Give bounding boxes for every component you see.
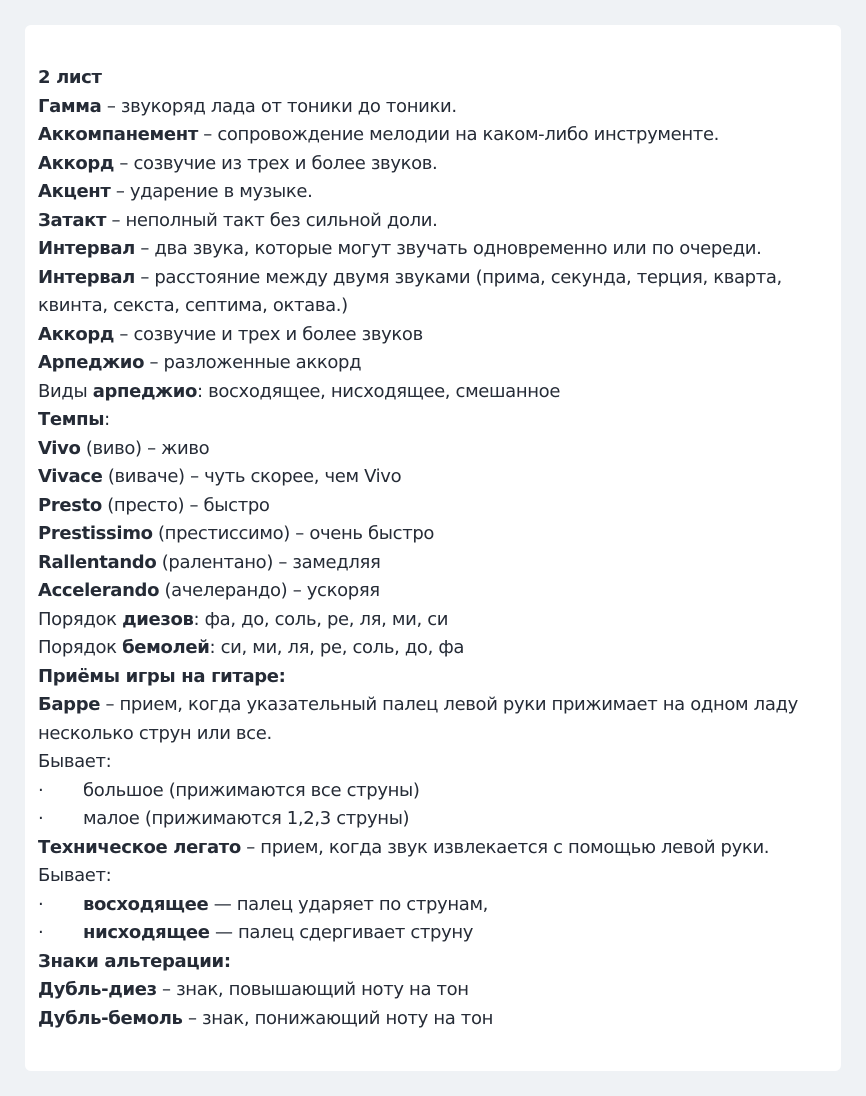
sheet-title: 2 лист: [38, 67, 102, 88]
term-line: Гамма – звукоряд лада от тоники до тоники.: [38, 95, 457, 117]
term-line: Аккорд – созвучие из трех и более звуков.: [38, 152, 438, 174]
order-line: Порядок диезов: фа, до, соль, ре, ля, ми, си: [38, 608, 449, 630]
document-card: [25, 25, 841, 1071]
term-line: Дубль-диез – знак, повышающий ноту на тон: [38, 979, 469, 1000]
text-line: Бывает:: [38, 751, 112, 772]
tempo-line: Prestissimo (престиссимо) – очень быстро: [38, 523, 435, 544]
term-line: Виды арпеджио: восходящее, нисходящее, смешанное: [38, 380, 561, 402]
term-line: Техническое легато – прием, когда звук извлекается с помощью левой руки.: [38, 836, 770, 858]
bullet-marker: ·: [38, 922, 44, 943]
bullet-item: · большое (прижимаются все струны): [38, 777, 828, 806]
term-line: Акцент – ударение в музыке.: [38, 181, 313, 202]
document-body: [38, 64, 828, 1033]
section-heading: Знаки альтерации:: [38, 950, 231, 972]
bullet-marker: ·: [38, 808, 44, 829]
term-line: Аккорд – созвучие и трех и более звуков: [38, 323, 423, 345]
tempo-line: Vivace (виваче) – чуть скорее, чем Vivo: [38, 466, 402, 487]
term-line: Дубль-бемоль – знак, понижающий ноту на тон: [38, 1007, 494, 1029]
tempo-line: Presto (престо) – быстро: [38, 494, 270, 516]
text-line: Бывает:: [38, 865, 112, 886]
order-line: Порядок бемолей: си, ми, ля, ре, соль, до, фа: [38, 637, 465, 658]
term-line: Затакт – неполный такт без сильной доли.: [38, 209, 438, 231]
tempo-line: Vivo (виво) – живо: [38, 437, 210, 459]
term-line: Барре – прием, когда указательный палец левой руки прижимает на одном ладу несколько струн или все.: [38, 694, 798, 744]
tempo-line: Rallentando (ралентано) – замедляя: [38, 551, 381, 573]
term-line: Интервал – два звука, которые могут звучать одновременно или по очереди.: [38, 238, 762, 259]
bullet-item: · нисходящее — палец сдергивает струну: [38, 919, 828, 948]
section-heading: Темпы:: [38, 409, 110, 430]
term-line: Интервал – расстояние между двумя звуками (прима, секунда, терция, кварта, квинта, секста, септима, октава.): [38, 266, 782, 316]
term-line: Арпеджио – разложенные аккорд: [38, 352, 362, 373]
section-heading: Приёмы игры на гитаре:: [38, 665, 286, 687]
bullet-marker: ·: [38, 893, 44, 915]
tempo-line: Accelerando (ачелерандо) – ускоряя: [38, 580, 380, 601]
bullet-marker: ·: [38, 779, 44, 801]
term-line: Аккомпанемент – сопровождение мелодии на каком-либо инструменте.: [38, 124, 720, 145]
bullet-item: · малое (прижимаются 1,2,3 струны): [38, 805, 828, 834]
bullet-item: · восходящее — палец ударяет по струнам,: [38, 891, 828, 920]
